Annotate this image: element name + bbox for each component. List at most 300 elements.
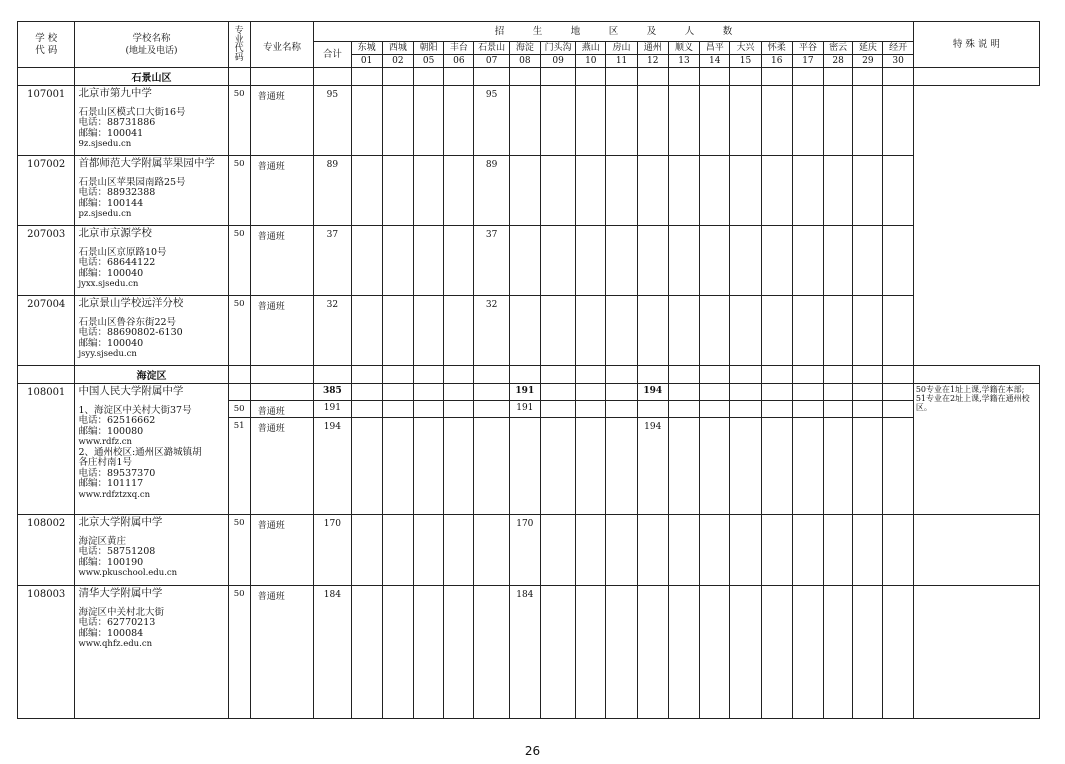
- empty-cell: [351, 515, 382, 586]
- school-address-line: 电话：62516662: [78, 415, 156, 426]
- major-code: 51: [228, 418, 250, 515]
- empty-cell: [444, 296, 474, 366]
- empty-cell: [382, 86, 413, 156]
- empty-cell: [250, 68, 313, 86]
- header-region-code: 28: [824, 55, 853, 68]
- empty-cell: [883, 86, 913, 156]
- school-code: 207004: [18, 296, 75, 366]
- total-count: 184: [314, 586, 351, 719]
- empty-cell: [606, 296, 637, 366]
- empty-cell: [351, 586, 382, 719]
- empty-cell: [509, 86, 540, 156]
- empty-cell: [668, 86, 699, 156]
- empty-cell: [540, 296, 575, 366]
- empty-cell: [637, 226, 668, 296]
- empty-cell: [824, 366, 853, 384]
- empty-cell: [792, 226, 823, 296]
- school-summary-row: [18, 384, 1040, 401]
- empty-cell: [414, 366, 444, 384]
- empty-cell: [382, 68, 413, 86]
- header-major-code-char: 业: [234, 34, 244, 45]
- region-count: 32: [474, 296, 509, 366]
- empty-cell: [444, 226, 474, 296]
- empty-cell: [883, 418, 913, 515]
- empty-cell: [913, 586, 1039, 719]
- empty-cell: [853, 296, 883, 366]
- header-region-code: 12: [637, 55, 668, 68]
- total-count: 191: [314, 401, 351, 418]
- empty-cell: [761, 418, 792, 515]
- empty-cell: [853, 586, 883, 719]
- empty-cell: [824, 226, 853, 296]
- header-region-name: 门头沟: [540, 42, 575, 55]
- major-name: 普通班: [250, 418, 313, 515]
- header-region-code: 06: [444, 55, 474, 68]
- empty-cell: [382, 384, 413, 401]
- school-postcode: 邮编：100040: [78, 267, 144, 279]
- empty-cell: [792, 586, 823, 719]
- empty-cell: [637, 515, 668, 586]
- empty-cell: [540, 384, 575, 401]
- empty-cell: [606, 384, 637, 401]
- empty-cell: [792, 86, 823, 156]
- empty-cell: [351, 226, 382, 296]
- empty-cell: [444, 401, 474, 418]
- empty-cell: [382, 366, 413, 384]
- empty-cell: [913, 366, 1039, 384]
- school-website: www.rdfztzxq.cn: [78, 489, 151, 500]
- empty-cell: [576, 366, 606, 384]
- empty-cell: [730, 68, 761, 86]
- empty-cell: [761, 226, 792, 296]
- school-row: [18, 515, 1040, 586]
- empty-cell: [606, 515, 637, 586]
- school-name: 首都师范大学附属苹果园中学: [78, 157, 215, 169]
- school-phone: 电话：88932388: [78, 187, 156, 198]
- empty-cell: [444, 68, 474, 86]
- major-code: 50: [228, 156, 250, 226]
- major-name: 普通班: [250, 296, 313, 366]
- major-code: 50: [228, 586, 250, 719]
- empty-cell: [474, 418, 509, 515]
- empty-cell: [576, 86, 606, 156]
- empty-cell: [228, 384, 250, 401]
- empty-cell: [792, 515, 823, 586]
- school-name: 中国人民大学附属中学: [78, 385, 184, 397]
- empty-cell: [824, 68, 853, 86]
- major-name: 普通班: [250, 156, 313, 226]
- major-code: 50: [228, 226, 250, 296]
- empty-cell: [853, 515, 883, 586]
- special-note: 50专业在1址上课,学籍在本部; 51专业在2址上课,学籍在通州校区。: [913, 384, 1039, 515]
- empty-cell: [700, 384, 730, 401]
- header-region-name: 顺义: [668, 42, 699, 55]
- major-code: 50: [228, 86, 250, 156]
- empty-cell: [761, 296, 792, 366]
- total-count: 170: [314, 515, 351, 586]
- empty-cell: [761, 384, 792, 401]
- header-region-name: 怀柔: [761, 42, 792, 55]
- district-row: [18, 366, 1040, 384]
- school-code: 108002: [18, 515, 75, 586]
- empty-cell: [382, 296, 413, 366]
- total-count: 194: [314, 418, 351, 515]
- empty-cell: [883, 226, 913, 296]
- empty-cell: [540, 226, 575, 296]
- school-phone: 电话：62770213: [78, 617, 156, 628]
- empty-cell: [444, 384, 474, 401]
- empty-cell: [761, 515, 792, 586]
- empty-cell: [414, 586, 444, 719]
- header-region-name: 东城: [351, 42, 382, 55]
- major-name: 普通班: [250, 515, 313, 586]
- school-address: 石景山区模式口大街16号: [78, 106, 186, 118]
- empty-cell: [540, 366, 575, 384]
- school-phone: 电话：58751208: [78, 546, 156, 557]
- empty-cell: [668, 226, 699, 296]
- empty-cell: [792, 366, 823, 384]
- empty-cell: [883, 68, 913, 86]
- empty-cell: [444, 515, 474, 586]
- empty-cell: [474, 515, 509, 586]
- major-code: 50: [228, 296, 250, 366]
- total-count: 385: [314, 384, 351, 401]
- empty-cell: [606, 86, 637, 156]
- region-count: 37: [474, 226, 509, 296]
- empty-cell: [382, 226, 413, 296]
- header-total: 合计: [314, 42, 351, 68]
- empty-cell: [414, 226, 444, 296]
- header-region-code: 07: [474, 55, 509, 68]
- empty-cell: [606, 156, 637, 226]
- empty-cell: [730, 366, 761, 384]
- header-region-name: 燕山: [576, 42, 606, 55]
- empty-cell: [637, 366, 668, 384]
- total-count: 89: [314, 156, 351, 226]
- header-major-code-char: 代: [234, 43, 244, 54]
- header-region-name: 通州: [637, 42, 668, 55]
- region-count: 194: [637, 384, 668, 401]
- school-address: 海淀区黄庄: [78, 535, 126, 547]
- school-phone: 电话：88690802-6130: [78, 327, 183, 338]
- header-row-1: [18, 22, 1040, 42]
- empty-cell: [414, 68, 444, 86]
- school-address-line: 电话：89537370: [78, 467, 156, 479]
- school-phone: 电话：88731886: [78, 117, 156, 128]
- empty-cell: [853, 366, 883, 384]
- empty-cell: [792, 68, 823, 86]
- header-region-code: 08: [509, 55, 540, 68]
- school-name: 北京大学附属中学: [78, 516, 163, 528]
- school-address-line: 1、海淀区中关村大街37号: [78, 404, 192, 416]
- empty-cell: [792, 384, 823, 401]
- empty-cell: [668, 384, 699, 401]
- header-region-name: 延庆: [853, 42, 883, 55]
- empty-cell: [228, 366, 250, 384]
- school-row: [18, 586, 1040, 719]
- empty-cell: [668, 515, 699, 586]
- empty-cell: [637, 401, 668, 418]
- empty-cell: [824, 401, 853, 418]
- region-count: 191: [509, 401, 540, 418]
- empty-cell: [824, 384, 853, 401]
- empty-cell: [540, 156, 575, 226]
- school-row: [18, 156, 1040, 226]
- header-school-code-line1: 学 校: [35, 32, 58, 44]
- header-region-code: 09: [540, 55, 575, 68]
- school-website: www.rdfz.cn: [78, 437, 133, 447]
- school-info: [75, 515, 228, 586]
- header-region-code: 16: [761, 55, 792, 68]
- school-code: 107002: [18, 156, 75, 226]
- school-code: 207003: [18, 226, 75, 296]
- header-region-code: 05: [414, 55, 444, 68]
- empty-cell: [761, 366, 792, 384]
- empty-cell: [730, 156, 761, 226]
- page-number: 26: [524, 744, 541, 758]
- empty-cell: [351, 86, 382, 156]
- empty-cell: [606, 366, 637, 384]
- header-special-notes: 特 殊 说 明: [913, 22, 1039, 68]
- header-region-name: 石景山: [474, 42, 509, 55]
- header-region-code: 01: [351, 55, 382, 68]
- school-code: 108003: [18, 586, 75, 719]
- empty-cell: [351, 156, 382, 226]
- empty-cell: [730, 86, 761, 156]
- school-address-line: 邮编：100080: [78, 425, 144, 437]
- empty-cell: [414, 86, 444, 156]
- school-phone: 电话：68644122: [78, 257, 156, 268]
- header-region-name: 密云: [824, 42, 853, 55]
- empty-cell: [250, 384, 313, 401]
- empty-cell: [250, 366, 313, 384]
- school-info: [75, 226, 228, 296]
- empty-cell: [576, 384, 606, 401]
- empty-cell: [824, 86, 853, 156]
- header-region-code: 30: [883, 55, 913, 68]
- major-name: 普通班: [250, 86, 313, 156]
- empty-cell: [351, 68, 382, 86]
- total-count: 37: [314, 226, 351, 296]
- empty-cell: [792, 296, 823, 366]
- empty-cell: [853, 226, 883, 296]
- empty-cell: [474, 401, 509, 418]
- empty-cell: [700, 418, 730, 515]
- empty-cell: [853, 68, 883, 86]
- empty-cell: [883, 296, 913, 366]
- empty-cell: [853, 86, 883, 156]
- district-label: 石景山区: [75, 68, 228, 86]
- major-name: 普通班: [250, 401, 313, 418]
- empty-cell: [824, 515, 853, 586]
- empty-cell: [474, 68, 509, 86]
- empty-cell: [414, 296, 444, 366]
- school-row: [18, 226, 1040, 296]
- empty-cell: [824, 156, 853, 226]
- empty-cell: [606, 418, 637, 515]
- school-postcode: 邮编：100144: [78, 197, 144, 209]
- school-info: [75, 296, 228, 366]
- empty-cell: [700, 586, 730, 719]
- school-website: www.pkuschool.edu.cn: [78, 568, 178, 578]
- header-major-code: [228, 22, 250, 68]
- empty-cell: [853, 418, 883, 515]
- empty-cell: [883, 384, 913, 401]
- enrollment-table: [17, 21, 1040, 719]
- empty-cell: [606, 586, 637, 719]
- school-info: [75, 86, 228, 156]
- empty-cell: [606, 226, 637, 296]
- school-address-line: 各庄村南1号: [78, 457, 132, 468]
- empty-cell: [668, 418, 699, 515]
- empty-cell: [730, 418, 761, 515]
- empty-cell: [824, 418, 853, 515]
- empty-cell: [792, 401, 823, 418]
- header-region-name: 房山: [606, 42, 637, 55]
- header-region-name: 西城: [382, 42, 413, 55]
- empty-cell: [444, 156, 474, 226]
- header-region-name: 海淀: [509, 42, 540, 55]
- header-region-name: 丰台: [444, 42, 474, 55]
- school-row: [18, 86, 1040, 156]
- empty-cell: [414, 418, 444, 515]
- empty-cell: [444, 366, 474, 384]
- empty-cell: [761, 586, 792, 719]
- region-count: 89: [474, 156, 509, 226]
- empty-cell: [824, 586, 853, 719]
- region-count: 191: [509, 384, 540, 401]
- major-name: 普通班: [250, 586, 313, 719]
- empty-cell: [761, 68, 792, 86]
- header-school-name-line1: 学校名称: [132, 32, 171, 44]
- empty-cell: [700, 226, 730, 296]
- empty-cell: [637, 586, 668, 719]
- school-address-line: 2、通州校区:通州区潞城镇胡: [78, 446, 202, 458]
- empty-cell: [668, 68, 699, 86]
- empty-cell: [509, 296, 540, 366]
- empty-cell: [509, 156, 540, 226]
- header-region-code: 17: [792, 55, 823, 68]
- school-name: 清华大学附属中学: [78, 587, 163, 599]
- empty-cell: [382, 418, 413, 515]
- school-postcode: 邮编：100041: [78, 127, 144, 139]
- empty-cell: [761, 156, 792, 226]
- major-name: 普通班: [250, 226, 313, 296]
- empty-cell: [314, 366, 351, 384]
- school-postcode: 邮编：100084: [78, 627, 144, 639]
- school-website: jyxx.sjsedu.cn: [78, 279, 139, 289]
- empty-cell: [540, 401, 575, 418]
- empty-cell: [853, 384, 883, 401]
- header-major-code-char: 码: [234, 52, 244, 63]
- empty-cell: [444, 418, 474, 515]
- header-region-code: 29: [853, 55, 883, 68]
- header-region-code: 15: [730, 55, 761, 68]
- header-school-name: [75, 22, 228, 68]
- empty-cell: [606, 68, 637, 86]
- school-postcode: 邮编：100040: [78, 337, 144, 349]
- empty-cell: [444, 586, 474, 719]
- empty-cell: [913, 515, 1039, 586]
- region-count: 194: [637, 418, 668, 515]
- empty-cell: [540, 418, 575, 515]
- empty-cell: [18, 366, 75, 384]
- empty-cell: [414, 515, 444, 586]
- empty-cell: [509, 366, 540, 384]
- empty-cell: [883, 401, 913, 418]
- empty-cell: [382, 156, 413, 226]
- empty-cell: [700, 86, 730, 156]
- empty-cell: [576, 515, 606, 586]
- empty-cell: [637, 68, 668, 86]
- empty-cell: [700, 401, 730, 418]
- total-count: 95: [314, 86, 351, 156]
- empty-cell: [314, 68, 351, 86]
- empty-cell: [576, 68, 606, 86]
- empty-cell: [576, 401, 606, 418]
- header-region-code: 13: [668, 55, 699, 68]
- empty-cell: [637, 296, 668, 366]
- region-count: 95: [474, 86, 509, 156]
- empty-cell: [351, 384, 382, 401]
- empty-cell: [444, 86, 474, 156]
- empty-cell: [474, 586, 509, 719]
- empty-cell: [700, 156, 730, 226]
- empty-cell: [730, 401, 761, 418]
- empty-cell: [576, 296, 606, 366]
- empty-cell: [824, 296, 853, 366]
- empty-cell: [637, 86, 668, 156]
- empty-cell: [853, 401, 883, 418]
- empty-cell: [637, 156, 668, 226]
- header-region-code: 14: [700, 55, 730, 68]
- empty-cell: [792, 418, 823, 515]
- empty-cell: [540, 86, 575, 156]
- school-info: [75, 384, 228, 515]
- empty-cell: [730, 384, 761, 401]
- header-major-code-char: 专: [234, 25, 244, 36]
- empty-cell: [700, 515, 730, 586]
- empty-cell: [509, 68, 540, 86]
- empty-cell: [668, 296, 699, 366]
- empty-cell: [883, 156, 913, 226]
- header-major-name: 专业名称: [250, 22, 313, 68]
- empty-cell: [228, 68, 250, 86]
- empty-cell: [18, 68, 75, 86]
- school-website: www.qhfz.edu.cn: [78, 639, 153, 649]
- header-region-name: 朝阳: [414, 42, 444, 55]
- empty-cell: [668, 156, 699, 226]
- empty-cell: [700, 68, 730, 86]
- region-count: 184: [509, 586, 540, 719]
- empty-cell: [576, 156, 606, 226]
- empty-cell: [382, 586, 413, 719]
- school-address: 石景山区苹果园南路25号: [78, 176, 186, 188]
- empty-cell: [351, 418, 382, 515]
- school-row: [18, 296, 1040, 366]
- empty-cell: [730, 586, 761, 719]
- header-region-name: 平谷: [792, 42, 823, 55]
- header-school-code-line2: 代 码: [35, 44, 58, 56]
- empty-cell: [730, 296, 761, 366]
- school-website: pz.sjsedu.cn: [78, 209, 132, 219]
- school-code: 107001: [18, 86, 75, 156]
- empty-cell: [382, 515, 413, 586]
- empty-cell: [382, 401, 413, 418]
- school-name: 北京市京源学校: [78, 227, 152, 239]
- empty-cell: [761, 86, 792, 156]
- empty-cell: [668, 586, 699, 719]
